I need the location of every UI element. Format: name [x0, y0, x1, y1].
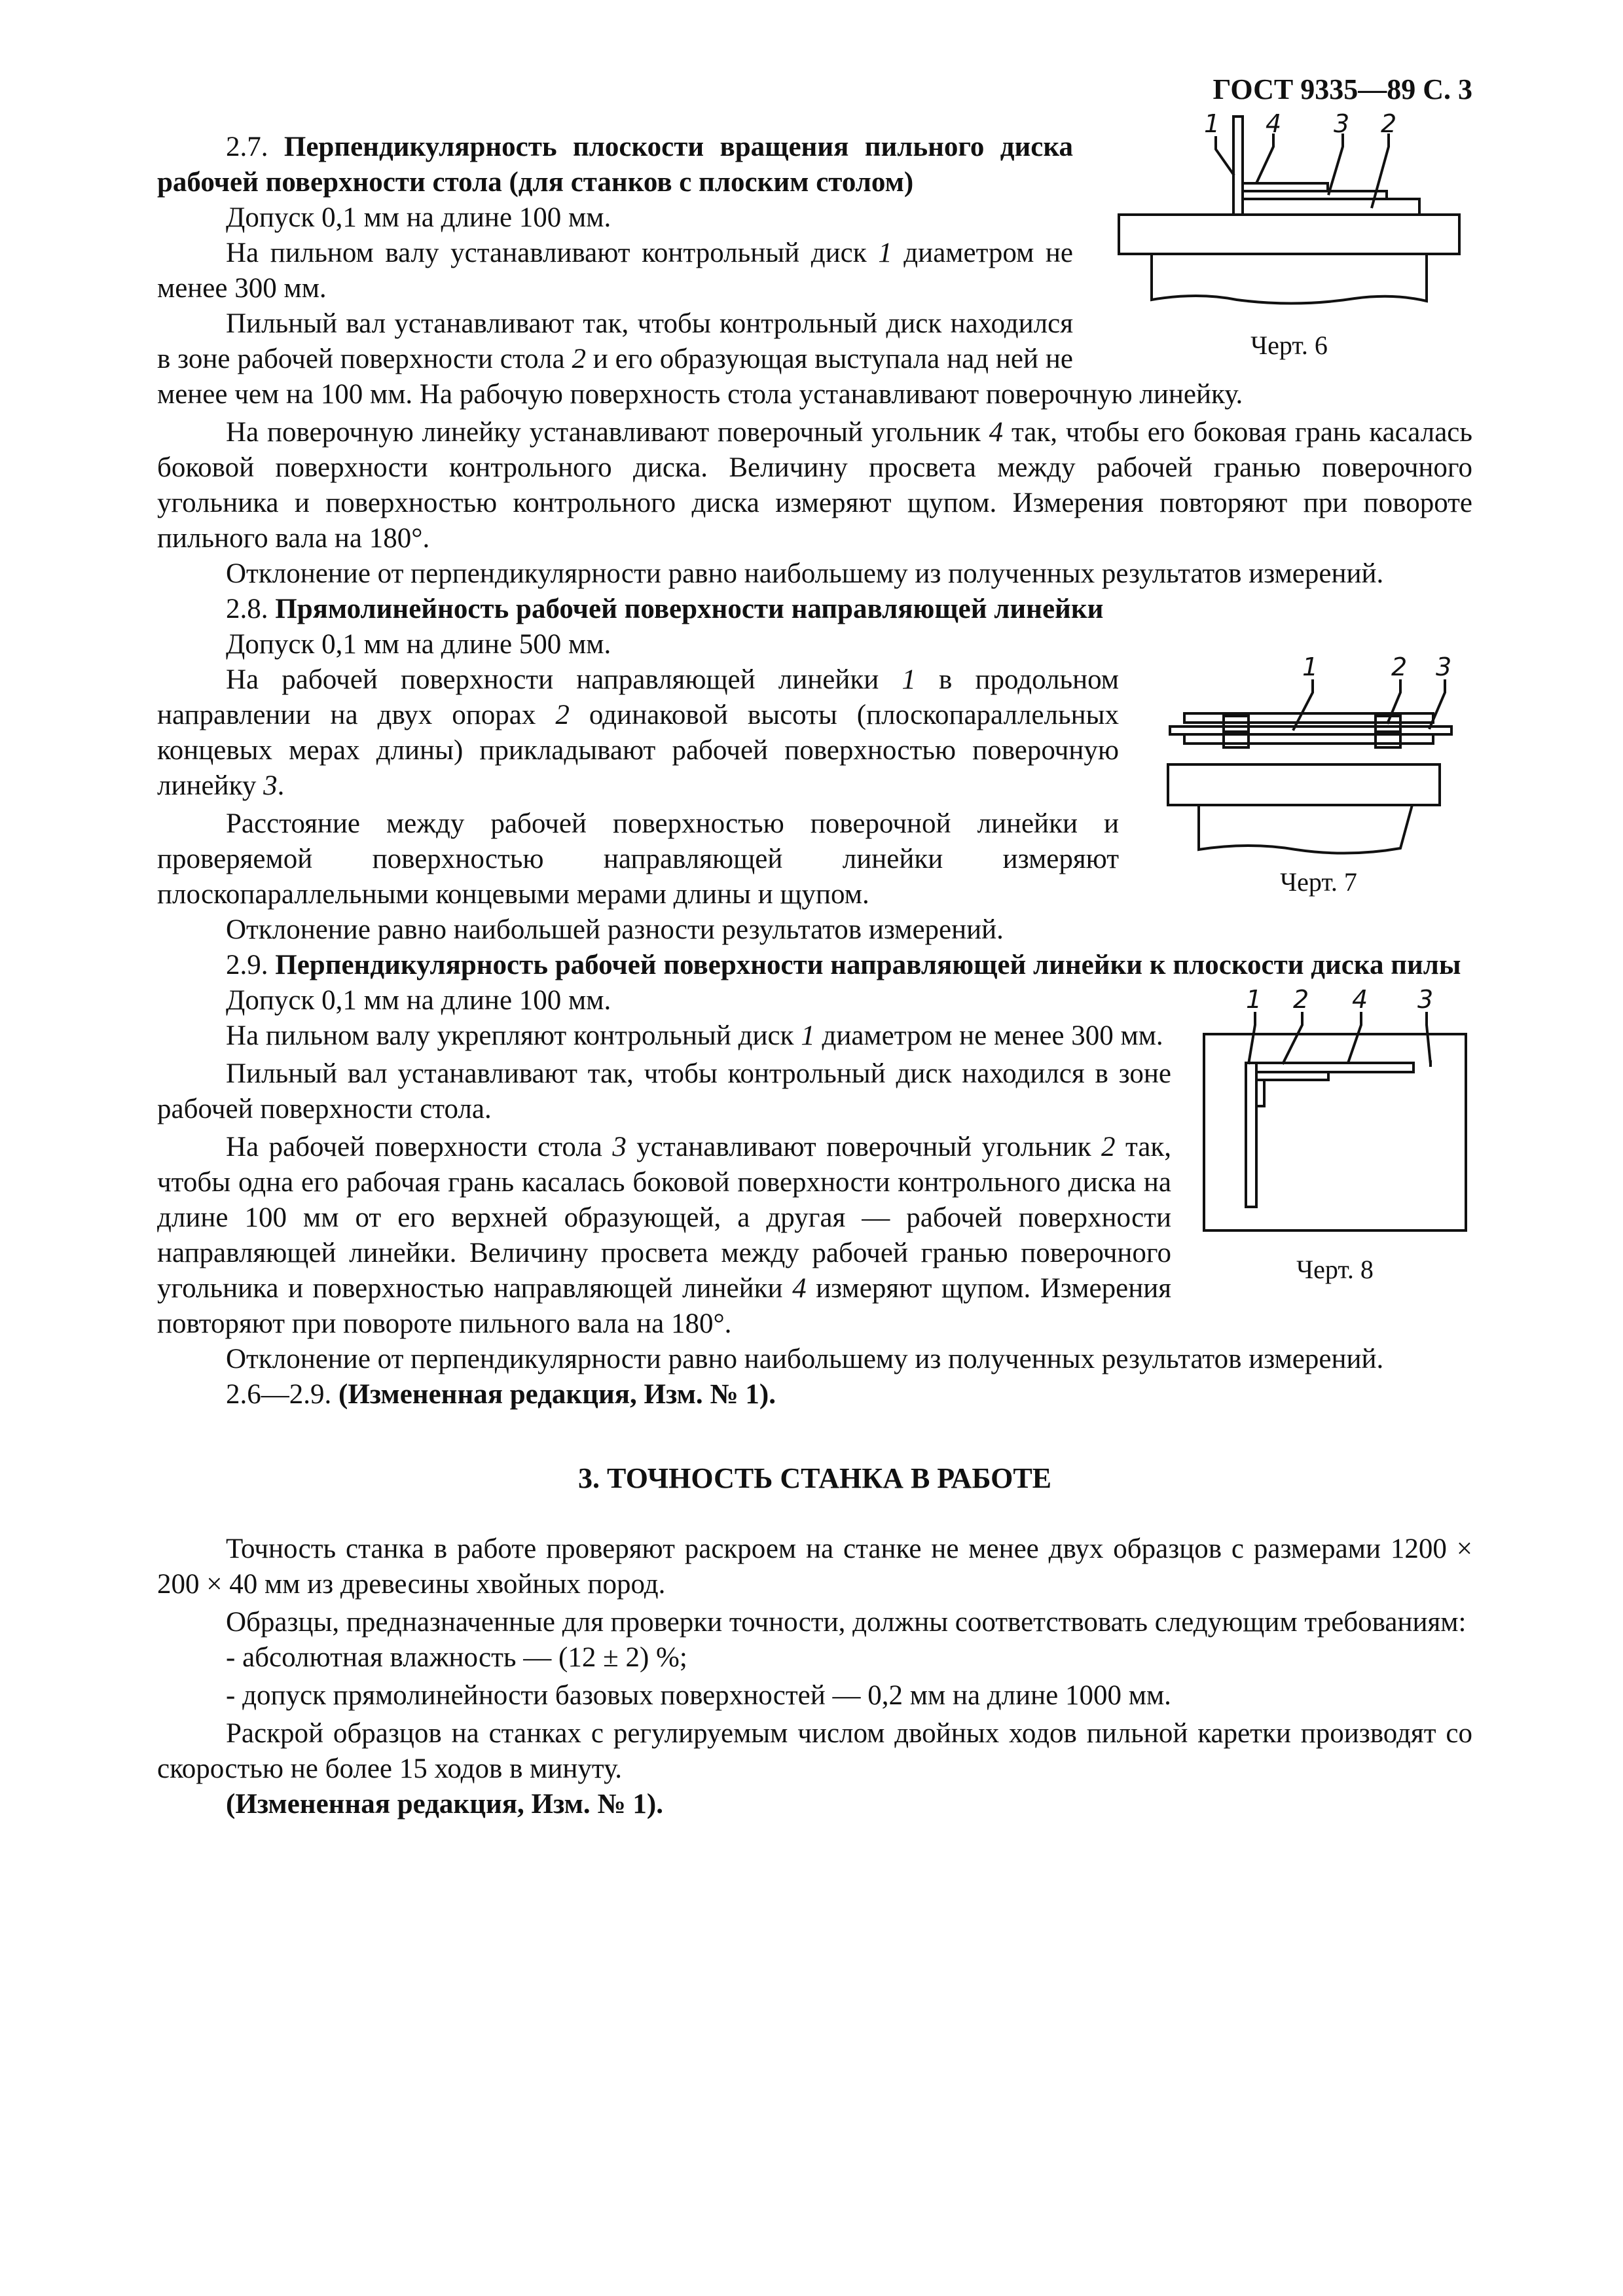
s28-p2-text-d: .: [277, 770, 285, 801]
s3-item-2: - допуск прямолинейности базовых поверхностей — 0,2 мм на длине 1000 мм.: [226, 1680, 1171, 1711]
s28-p2-ref-2: 2: [555, 700, 570, 730]
figure-8: [1197, 988, 1472, 1285]
figure-8-caption: Черт. 8: [1296, 1255, 1374, 1284]
s29-number: 2.9.: [226, 950, 268, 980]
s29-p4-ref-1: 3: [612, 1132, 627, 1162]
s29-p3: Пильный вал устанавливают так, чтобы контрольный диск находился в зоне рабочей поверхности стола.: [157, 1058, 1171, 1124]
s28-heading: [157, 592, 1472, 627]
s29-p6-note: (Измененная редакция, Изм. № 1).: [338, 1379, 776, 1410]
s27-p2-text-a: На пильном валу устанавливают контрольный диск: [226, 238, 879, 268]
s27-p1: Допуск 0,1 мм на длине 100 мм.: [226, 202, 611, 233]
fig7-label-1: 1: [1302, 653, 1319, 681]
fig8-label-4: 4: [1352, 988, 1368, 1014]
figure-8-drawing: [1197, 988, 1472, 1250]
s27-p2-ref: 1: [878, 238, 892, 268]
figure-7-drawing: [1165, 653, 1472, 863]
fig6-label-4: 4: [1266, 110, 1282, 138]
s29-p6: [157, 1377, 1472, 1412]
s29-heading: [157, 948, 1472, 983]
s27-p5: Отклонение от перпендикулярности равно наибольшему из полученных результатов измерений.: [226, 558, 1384, 589]
s29-p4-text-a: На рабочей поверхности стола: [226, 1132, 613, 1162]
s27-p4-text-b: так, чтобы его боковая грань касалась боковой поверхности контрольного диска. Величину просвета между рабочей гранью поверочного угольника и поверхностью контрольного диска измеряют щупом. Измерения повторяют при повороте пильного вала на 180°.: [157, 417, 1472, 554]
figure-6: [1106, 110, 1472, 361]
s28-p2-text-c: одинаковой высоты (плоскопараллельных концевых мерах длины) прикладывают рабочей поверхностью поверочную линейку: [157, 700, 1119, 801]
s28-number: 2.8.: [226, 594, 268, 624]
s27-p4-text-a: На поверочную линейку устанавливают поверочный угольник: [226, 417, 989, 448]
s29-p6-ref: 2.6—2.9.: [226, 1379, 338, 1410]
s28-p2-ref-3: 3: [263, 770, 278, 801]
s27-title: Перпендикулярность плоскости вращения пильного диска рабочей поверхности стола (для станков с плоским столом): [157, 132, 1073, 198]
fig8-label-1: 1: [1246, 988, 1262, 1014]
fig6-label-1: 1: [1204, 110, 1220, 138]
s29-p2-text-b: диаметром не менее 300 мм.: [814, 1020, 1163, 1051]
s29-p5: Отклонение от перпендикулярности равно наибольшему из полученных результатов измерений.: [226, 1344, 1384, 1374]
s3-p1: Точность станка в работе проверяют раскроем на станке не менее двух образцов с размерами 1200 × 200 × 40 мм из древесины хвойных пород.: [157, 1534, 1472, 1600]
figure-6-caption: Черт. 6: [1250, 331, 1328, 360]
s29-p2-text-a: На пильном валу укрепляют контрольный диск: [226, 1020, 801, 1051]
fig6-label-3: 3: [1334, 110, 1350, 138]
figure-7-caption: Черт. 7: [1280, 867, 1357, 897]
s27-number: 2.7.: [226, 132, 268, 162]
s27-p4: [157, 415, 1472, 556]
s27-p3-text-b: и его образующая выступала над ней не менее чем на 100 мм. На рабочую поверхность стола устанавливают поверочную линейку.: [157, 344, 1243, 410]
s28-p4: Отклонение равно наибольшей разности результатов измерений.: [226, 914, 1004, 945]
s3-p2: Образцы, предназначенные для проверки точности, должны соответствовать следующим требованиям:: [226, 1607, 1467, 1638]
s27-p3-text-a: Пильный вал устанавливают так, чтобы контрольный диск находился в зоне рабочей поверхности стола: [157, 308, 1073, 374]
s28-p2-text-a: На рабочей поверхности направляющей линейки: [226, 664, 902, 695]
s29-p4-text-d: измеряют щупом. Измерения повторяют при повороте пильного вала на 180°.: [157, 1273, 1171, 1339]
s29-p2-ref: 1: [801, 1020, 815, 1051]
s3-p4: (Измененная редакция, Изм. № 1).: [226, 1789, 663, 1820]
s28-p1: Допуск 0,1 мм на длине 500 мм.: [226, 629, 611, 660]
s27-p2-text-b: диаметром не менее 300 мм.: [157, 238, 1073, 304]
s3-p3: Раскрой образцов на станках с регулируемым числом двойных ходов пильной каретки производят со скоростью не более 15 ходов в минуту.: [157, 1718, 1472, 1784]
fig6-label-2: 2: [1381, 110, 1397, 138]
s27-p4-ref: 4: [989, 417, 1004, 448]
s29-p4-text-c: так, чтобы одна его рабочая грань касалась боковой поверхности контрольного диска на длине 100 мм от его верхней образующей, а другая — рабочей поверхности направляющей линейки. Величину просвета между рабочей гранью поверочного угольника и поверхностью направляющей линейки: [157, 1132, 1171, 1304]
fig8-label-2: 2: [1293, 988, 1309, 1014]
s29-p1: Допуск 0,1 мм на длине 100 мм.: [226, 985, 611, 1016]
s28-p3: Расстояние между рабочей поверхностью поверочной линейки и проверяемой поверхностью направляющей линейки измеряют плоскопараллельными концевыми мерами длины и щупом.: [157, 808, 1119, 910]
section-3-title: 3. ТОЧНОСТЬ СТАНКА В РАБОТЕ: [577, 1462, 1052, 1494]
s29-p4-ref-2: 2: [1101, 1132, 1116, 1162]
s29-p4-ref-3: 4: [792, 1273, 807, 1304]
s3-item-1: - абсолютная влажность — (12 ± 2) %;: [226, 1642, 687, 1673]
s28-p2-ref-1: 1: [902, 664, 916, 695]
s29-title: Перпендикулярность рабочей поверхности направляющей линейки к плоскости диска пилы: [275, 950, 1461, 980]
fig7-label-2: 2: [1391, 653, 1408, 681]
running-header: ГОСТ 9335—89 С. 3: [1213, 73, 1472, 105]
fig7-label-3: 3: [1436, 653, 1452, 681]
s28-title: Прямолинейность рабочей поверхности направляющей линейки: [275, 594, 1104, 624]
s29-p4-text-b: устанавливают поверочный угольник: [626, 1132, 1102, 1162]
s28-p2-text-b: в продольном направлении на двух опорах: [157, 664, 1120, 730]
figure-6-drawing: [1106, 110, 1472, 326]
fig8-label-3: 3: [1417, 988, 1434, 1014]
s27-p3-ref: 2: [572, 344, 586, 374]
figure-7: [1165, 653, 1472, 898]
